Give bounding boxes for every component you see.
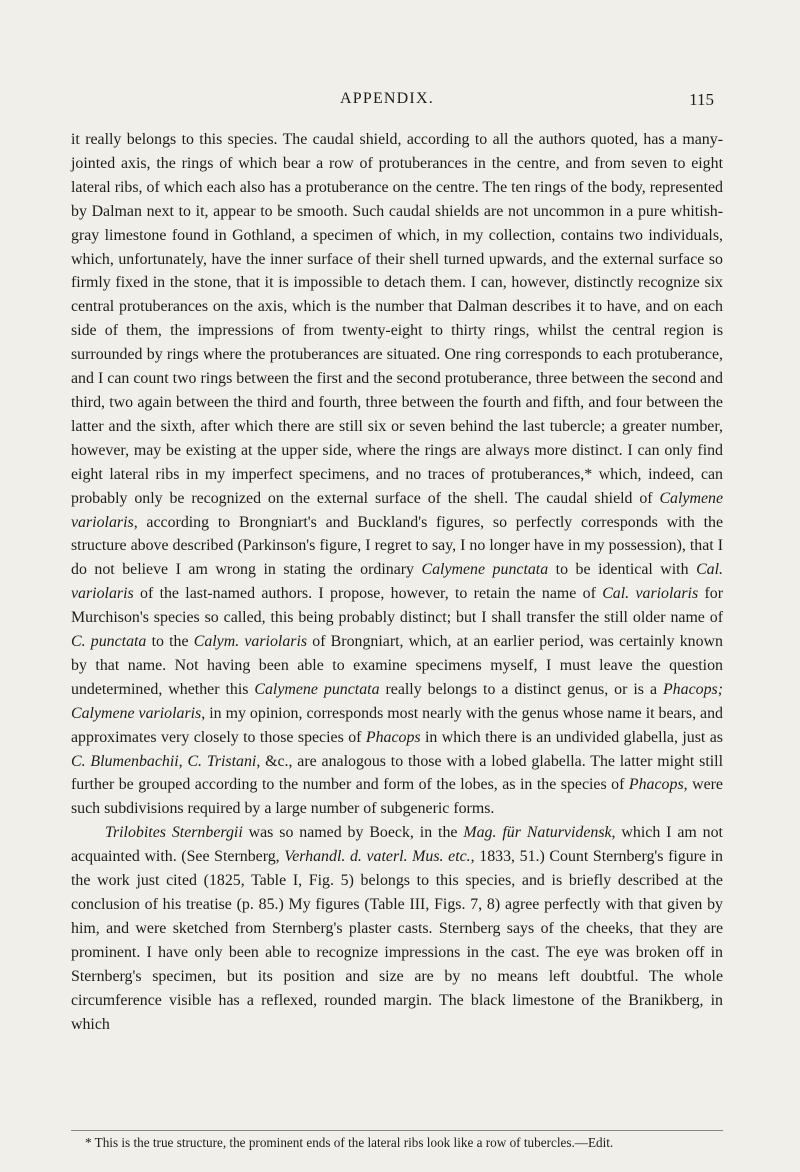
running-head: APPENDIX. [340,90,434,107]
text-run: it really belongs to this species. The caudal shield, according to all the authors quoted, has a many-jointed axis, the rings of which bear a row of protuberances in the centre, and from seven to eight lateral ribs, of which each also has a protuberance on the centre. The ten rings of the body, represented by Dalman next to it, appear to be smooth. Such caudal shields are not uncommon in a pure whitish-gray limestone found in Gothland, a specimen of which, in my collection, contains two individuals, which, unfortunately, have the inner surface of their shell turned upwards, and the external surface so firmly fixed in the stone, that it is impossible to detach them. I can, however, distinctly recognize six central protuberances on the axis, which is the number that Dalman describes it to have, and on each side of them, the impressions of from twenty-eight to thirty rings, whilst the central region is surrounded by rings where the protuberances are situated. One ring corresponds to each protuberance, and I can count two rings between the first and the second protuberance, three between the second and third, two again between the third and fourth, three between the fourth and fifth, and four between the latter and the sixth, after which there are still six or seven behind the last tubercle; a greater number, however, may be existing at the upper side, where the rings are always more distinct. I can only find eight lateral ribs in my imperfect specimens, and no traces of protuberances,* which, indeed, can probably only be recognized on the external surface of the shell. The caudal shield of [71,131,723,507]
italic-text: Cal. variolaris [71,561,723,603]
body-text [71,128,723,1036]
paragraph [71,821,723,1036]
italic-text: Calymene variolaris [71,489,723,531]
text-run: which I am not acquainted with. (See Sternberg, [71,824,723,866]
text-run: was so named by Boeck, in the [242,824,464,842]
italic-text: Cal. variolaris [602,585,699,603]
text-run: of the last-named authors. I propose, however, to retain the name of [133,585,603,603]
paragraph [71,128,723,821]
italic-text: Trilobites Sternbergii [105,824,243,842]
text-run: really belongs to a distinct genus, or is a [379,680,663,698]
page-header [0,90,800,114]
text-run: for Murchison's species so called, this being probably distinct; but I shall transfer the still older name of [71,585,724,627]
footnote-divider [71,1130,723,1131]
text-run: to be identical with [548,561,697,579]
italic-text: Phacops [365,728,421,746]
italic-text: C. punctata [71,633,147,651]
text-run: of Brongniart, which, at an earlier period, was certainly known by that name. Not having been able to examine specimens myself, I must leave the question undetermined, whether this [71,633,723,698]
italic-text: Verhandl. d. vaterl. Mus. etc., [284,848,475,866]
italic-text: Phacops [628,776,684,794]
text-run: , in my opinion, corresponds most nearly with the genus whose name it bears, and approximates very closely to those species of [71,704,724,746]
italic-text: Mag. für Naturvidensk, [463,824,616,842]
text-run: , according to Brongniart's and Buckland's figures, so perfectly corresponds with the structure above described (Parkinson's figure, I regret to say, I no longer have in my possession), that I do not believe I am wrong in stating the ordinary [71,513,723,579]
text-run: , were such subdivisions required by a large number of subgeneric forms. [71,776,723,818]
text-run: in which there is an undivided glabella, just as [420,728,723,746]
text-run: &c., are analogous to those with a lobed glabella. The latter might still further be grouped according to the number and form of the lobes, as in the species of [71,752,723,794]
text-run: to the [146,633,194,651]
italic-text: Calymene punctata [421,561,549,579]
italic-text: C. Blumenbachii, C. Tristani, [71,752,261,770]
italic-text: Calym. variolaris [193,633,308,651]
text-run: 1833, 51.) Count Sternberg's figure in the work just cited (1825, Table I, Fig. 5) belongs to this species, and is briefly described at the conclusion of his treatise (p. 85.) My figures (Table III, Figs. 7, 8) agree perfectly with that given by him, and were sketched from Sternberg's plaster casts. Sternberg says of the cheeks, that they are prominent. I have only been able to recognize impressions in the cast. The eye was broken off in Sternberg's specimen, but its position and size are by no means left doubtful. The whole circumference visible has a reflexed, rounded margin. The black limestone of the Branikberg, in which [71,848,724,1033]
footnote: * This is the true structure, the prominent ends of the lateral ribs look like a row of tubercles.—Edit. [85,1135,614,1150]
italic-text: Phacops; Calymene variolaris [71,680,723,722]
page-number: 115 [689,90,714,109]
italic-text: Calymene punctata [254,680,380,698]
